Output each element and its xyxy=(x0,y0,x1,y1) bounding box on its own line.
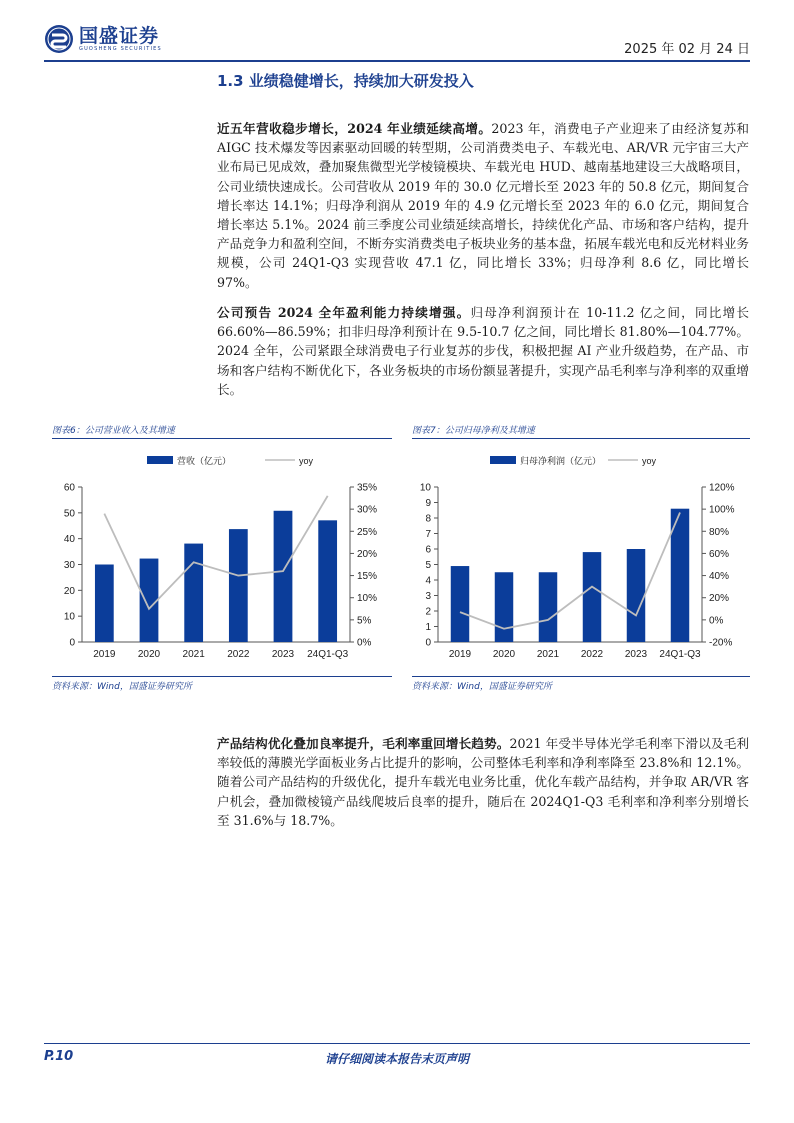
bar xyxy=(229,529,248,642)
y-left-tick-label: 1 xyxy=(425,622,431,633)
bar xyxy=(140,559,159,642)
x-tick-label: 2019 xyxy=(93,649,116,660)
y-left-tick-label: 4 xyxy=(425,575,431,587)
x-tick-label: 2022 xyxy=(580,649,604,660)
y-right-tick-label: 20% xyxy=(709,593,730,605)
y-right-tick-label: 15% xyxy=(357,571,378,583)
yoy-line xyxy=(104,496,327,609)
legend-label-bar: 营收（亿元） xyxy=(177,456,232,466)
logo-text-cn: 国盛证券 xyxy=(79,24,160,47)
y-left-tick-label: 8 xyxy=(425,513,431,525)
x-tick-label: 2020 xyxy=(492,649,516,660)
y-right-tick-label: 120% xyxy=(709,482,735,494)
figure-7-title: 图表7：公司归母净利及其增速 xyxy=(412,426,535,436)
x-tick-label: 2021 xyxy=(182,649,205,660)
y-right-tick-label: -20% xyxy=(709,637,733,649)
y-right-tick-label: 10% xyxy=(357,593,378,605)
footer-disclaimer: 请仔细阅读本报告末页声明 xyxy=(324,1052,469,1066)
y-left-tick-label: 30 xyxy=(63,560,75,571)
figure-7-bottom-rule xyxy=(412,676,750,677)
y-left-tick-label: 2 xyxy=(425,606,431,618)
y-left-tick-label: 20 xyxy=(63,585,75,597)
legend-label-bar: 归母净利润（亿元） xyxy=(520,456,602,466)
bar xyxy=(95,565,114,643)
y-left-tick-label: 6 xyxy=(425,544,431,556)
paragraph-2024-forecast xyxy=(217,303,749,399)
y-left-tick-label: 0 xyxy=(69,637,75,649)
figure-7-source: 资料来源：Wind，国盛证券研究所 xyxy=(412,682,552,692)
x-tick-label: 24Q1-Q3 xyxy=(307,649,349,660)
section-title: 1.3 业绩稳健增长，持续加大研发投入 xyxy=(217,72,474,90)
bar xyxy=(539,572,557,642)
x-tick-label: 2020 xyxy=(137,649,161,660)
legend-label-line: yoy xyxy=(642,456,657,466)
y-left-tick-label: 10 xyxy=(419,482,431,494)
net-profit-chart-svg xyxy=(412,442,750,672)
legend-label-line: yoy xyxy=(299,456,314,466)
bar xyxy=(318,520,337,642)
x-tick-label: 2023 xyxy=(624,649,648,660)
y-right-tick-label: 100% xyxy=(709,504,735,516)
y-right-tick-label: 5% xyxy=(357,615,372,627)
bar xyxy=(274,511,293,642)
y-right-tick-label: 0% xyxy=(357,637,372,649)
figure-6-bottom-rule xyxy=(52,676,392,677)
paragraph-lead: 近五年营收稳步增长，2024 年业绩延续高增。 xyxy=(217,121,492,136)
figure-6-title: 图表6：公司营业收入及其增速 xyxy=(52,426,175,436)
paragraph-body: 归母净利润预计在 10-11.2 亿之间，同比增长 66.60%—86.59%；扣非归母净利预计在 9.5-10.7 亿之间，同比增长 81.80%—104.77%。2024 全年，公司紧跟全球消费电子行业复苏的步伐，积极把握 AI 产业升级趋势，在产品、市场和客户结构不断优化下，各业务板块的市场份额显著提升，实现产品毛利率与净利率的双重增长。 xyxy=(217,305,749,397)
bar xyxy=(627,549,645,642)
net-profit-chart xyxy=(412,442,750,676)
page-number: P.10 xyxy=(44,1049,74,1064)
y-left-tick-label: 0 xyxy=(425,637,431,649)
y-left-tick-label: 60 xyxy=(63,482,75,494)
x-tick-label: 2019 xyxy=(448,649,472,660)
bar xyxy=(583,552,601,642)
y-right-tick-label: 25% xyxy=(357,526,378,538)
figure-7-top-rule xyxy=(412,438,750,439)
y-right-tick-label: 80% xyxy=(709,526,730,538)
header-divider xyxy=(44,60,750,62)
logo-text-en: GUOSHENG SECURITIES xyxy=(79,45,162,52)
footer-divider xyxy=(44,1043,750,1044)
bar xyxy=(495,572,513,642)
figure-6-top-rule xyxy=(52,438,392,439)
paragraph-margin-trend xyxy=(217,734,749,830)
x-tick-label: 2022 xyxy=(227,649,250,660)
paragraph-body: 2021 年受半导体光学毛利率下滑以及毛利率较低的薄膜光学面板业务占比提升的影响，公司整体毛利率和净利率降至 23.8%和 12.1%。随着公司产品结构的升级优化，提升车载光电业务比重，优化车载产品结构，并争取 AR/VR 客户机会，叠加微棱镜产品线爬坡后良率的提升，随后在 2024Q1-Q3 毛利率和净利率分别增长至 31.6%与 18.7%。 xyxy=(217,736,749,828)
y-right-tick-label: 20% xyxy=(357,548,378,560)
y-left-tick-label: 40 xyxy=(63,534,75,546)
logo-icon xyxy=(44,24,74,54)
y-right-tick-label: 0% xyxy=(709,615,724,627)
legend-swatch-bar xyxy=(490,456,516,464)
yoy-line xyxy=(460,512,680,628)
bar xyxy=(451,566,469,642)
figure-6-source: 资料来源：Wind，国盛证券研究所 xyxy=(52,682,192,692)
y-right-tick-label: 35% xyxy=(357,482,378,494)
y-left-tick-label: 7 xyxy=(425,529,431,540)
y-right-tick-label: 60% xyxy=(709,548,730,560)
x-tick-label: 24Q1-Q3 xyxy=(659,649,701,660)
x-tick-label: 2023 xyxy=(271,649,295,660)
report-date: 2025 年 02 月 24 日 xyxy=(624,42,750,57)
revenue-chart xyxy=(52,442,392,676)
bar xyxy=(184,544,203,642)
y-left-tick-label: 5 xyxy=(425,560,431,571)
revenue-chart-svg xyxy=(52,442,392,672)
legend-swatch-bar xyxy=(147,456,173,464)
y-left-tick-label: 9 xyxy=(425,498,431,509)
y-left-tick-label: 10 xyxy=(63,611,75,623)
y-left-tick-label: 50 xyxy=(63,508,75,520)
y-left-tick-label: 3 xyxy=(425,591,431,602)
paragraph-lead: 产品结构优化叠加良率提升，毛利率重回增长趋势。 xyxy=(217,736,510,751)
x-tick-label: 2021 xyxy=(536,649,560,660)
paragraph-body: 2023 年，消费电子产业迎来了由经济复苏和 AIGC 技术爆发等因素驱动回暖的转型期，公司消费类电子、车载光电、AR/VR 元宇宙三大产业布局已见成效，叠加聚焦微型光学棱镜模块、车载光电 HUD、越南基地建设三大战略项目，公司业绩快速成长。公司营收从 2019 年的 30.0 亿元增长至 2023 年的 50.8 亿元，期间复合增长率达 14.1%；归母净利润从 2019 年的 4.9 亿元增长至 2023 年的 6.0 亿元，期间复合增长率达 5.1%。2024 前三季度公司业绩延续高增长，持续优化产品、市场和客户结构，提升产品竞争力和盈利空间，不断夯实消费类电子板块业务的基本盘，拓展车载光电和反光材料业务规模，公司 24Q1-Q3 实现营收 47.1 亿，同比增长 33%；归母净利 8.6 亿，同比增长 97%。 xyxy=(217,121,749,290)
paragraph-lead: 公司预告 2024 全年盈利能力持续增强。 xyxy=(217,305,471,320)
y-right-tick-label: 30% xyxy=(357,504,378,516)
page-header xyxy=(44,22,750,62)
paragraph-revenue-growth xyxy=(217,119,749,292)
logo xyxy=(44,24,162,54)
y-right-tick-label: 40% xyxy=(709,571,730,583)
